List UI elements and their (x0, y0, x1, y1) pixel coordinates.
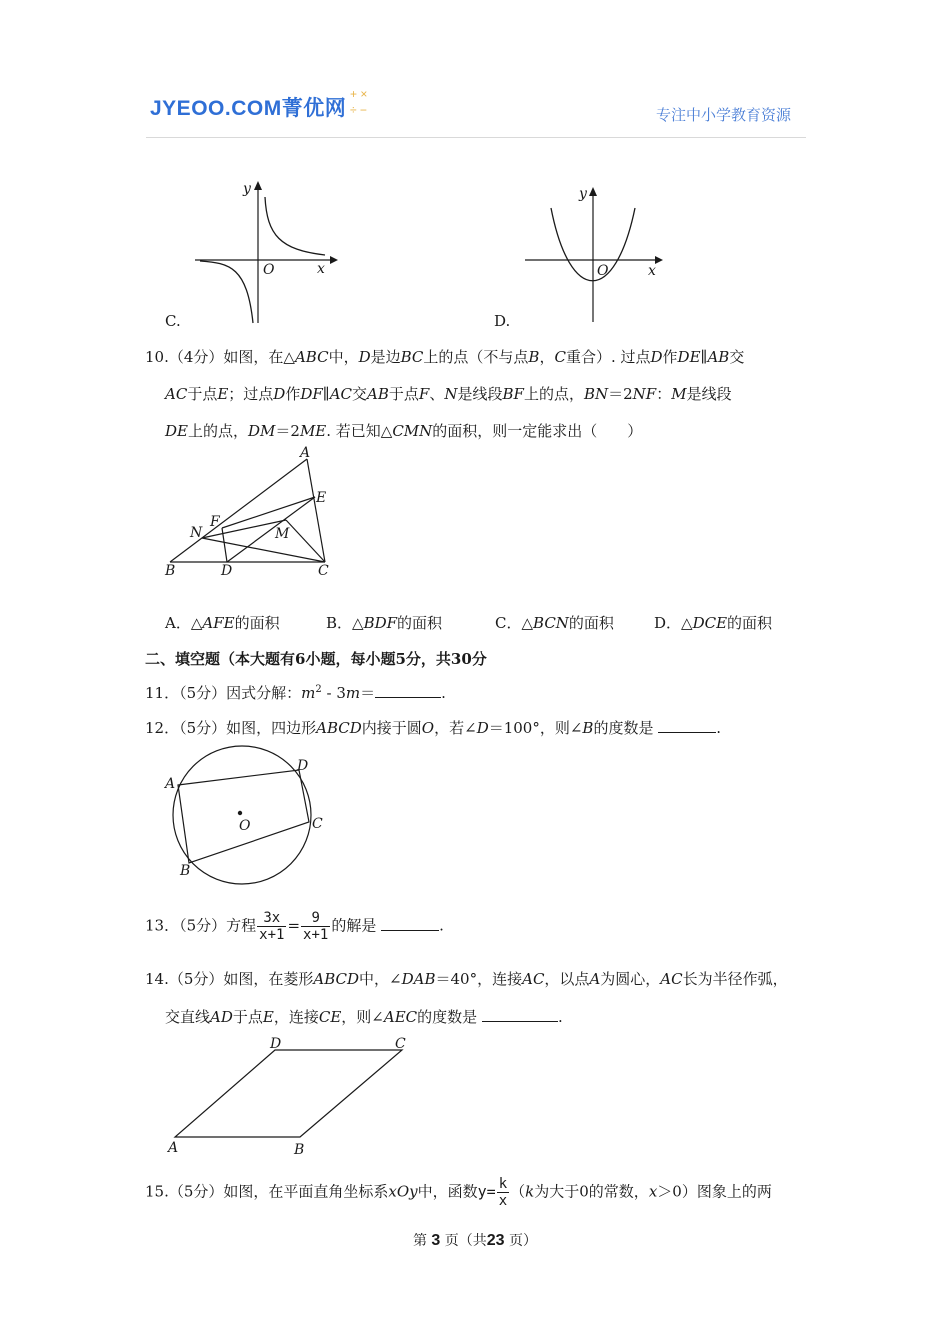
q12-text: 12．（5分）如图，四边形ABCD内接于圆O，若∠D＝100°，则∠B的度数是 . (145, 719, 722, 737)
q11-text: 11．（5分）因式分解：$m^2 - 3m=$ . (145, 684, 446, 702)
q10-triangle-figure (160, 445, 350, 585)
q14-line2: 交直线AD于点E，连接CE，则∠AEC的度数是 . (165, 1008, 563, 1026)
section-title: 二、填空题（本大题有6小题，每小题5分，共30分 (145, 650, 487, 668)
graph-option-d (515, 180, 675, 330)
q15-fraction: $\frac{k}{x}$ (498, 1176, 508, 1209)
point-a-label: A (300, 445, 311, 461)
origin-label: O (597, 263, 609, 279)
origin-label: O (263, 262, 275, 278)
point-n-label: N (190, 525, 203, 541)
jyeoo-logo: JYEOO.COM菁优网 (150, 97, 347, 120)
option-d-label: D. (494, 312, 511, 330)
point-d-label: D (270, 1036, 282, 1052)
point-c-label: C (395, 1036, 406, 1052)
center-o-label: O (239, 818, 251, 834)
x-axis-label: x (317, 261, 325, 277)
point-a-label: A (168, 1140, 179, 1156)
page-footer: 第 3 页（共23 页） (412, 1232, 538, 1249)
y-axis-label: y (243, 181, 251, 197)
point-b-label: B (165, 563, 176, 579)
q14-rhombus-figure (160, 1030, 420, 1160)
point-d-label: D (297, 758, 309, 774)
point-e-label: E (316, 490, 327, 506)
q13-text: 13．（5分）方程 $\frac{3x}{x+1}$ = $\frac{9}{x+1}$ 的解是 . (145, 910, 444, 943)
header-divider (146, 137, 806, 138)
q12-answer-blank[interactable] (658, 718, 716, 733)
q13-fraction-left: $\frac{3x}{x+1}$ (259, 910, 285, 943)
logo-symbols-icon: + × ÷ − (350, 87, 368, 117)
header-tagline: 专注中小学教育资源 (656, 107, 792, 124)
q11-answer-blank[interactable] (375, 683, 441, 698)
q10-option-a: A．△AFE的面积 (165, 614, 280, 632)
point-a-label: A (165, 776, 176, 792)
q14-line1: 14.（5分）如图，在菱形ABCD中，∠DAB＝40°，连接AC，以点A为圆心，AC长为半径作弧， (145, 970, 788, 988)
graph-option-c (185, 175, 345, 330)
q10-option-c: C．△BCN的面积 (495, 614, 614, 632)
q12-circle-figure (160, 740, 340, 885)
x-axis-label: x (648, 263, 656, 279)
q10-line1: 10.（4分）如图，在△ABC中，D是边BC上的点（不与点B，C重合）. 过点D作DE∥AB交 (145, 348, 745, 366)
point-m-label: M (275, 526, 290, 542)
q13-answer-blank[interactable] (381, 916, 439, 931)
q10-option-b: B．△BDF的面积 (326, 614, 443, 632)
q14-answer-blank[interactable] (482, 1007, 558, 1022)
point-b-label: B (294, 1142, 305, 1158)
y-axis-label: y (579, 186, 587, 202)
q10-line3: DE上的点，DM＝2ME. 若已知△CMN的面积，则一定能求出（ ） (165, 422, 643, 440)
q10-option-d: D．△DCE的面积 (654, 614, 773, 632)
point-c-label: C (312, 816, 323, 832)
q10-line2: AC于点E；过点D作DF∥AC交AB于点F、N是线段BF上的点，BN＝2NF：M是线段 (165, 385, 732, 403)
q13-fraction-right: $\frac{9}{x+1}$ (303, 910, 329, 943)
point-d-label: D (221, 563, 233, 579)
point-b-label: B (180, 863, 191, 879)
point-c-label: C (318, 563, 329, 579)
point-f-label: F (210, 514, 220, 530)
option-c-label: C. (165, 312, 181, 330)
q15-text: 15.（5分）如图，在平面直角坐标系xOy中，函数y= $\frac{k}{x}$ （k为大于0的常数，x＞0）图象上的两 (145, 1176, 772, 1209)
